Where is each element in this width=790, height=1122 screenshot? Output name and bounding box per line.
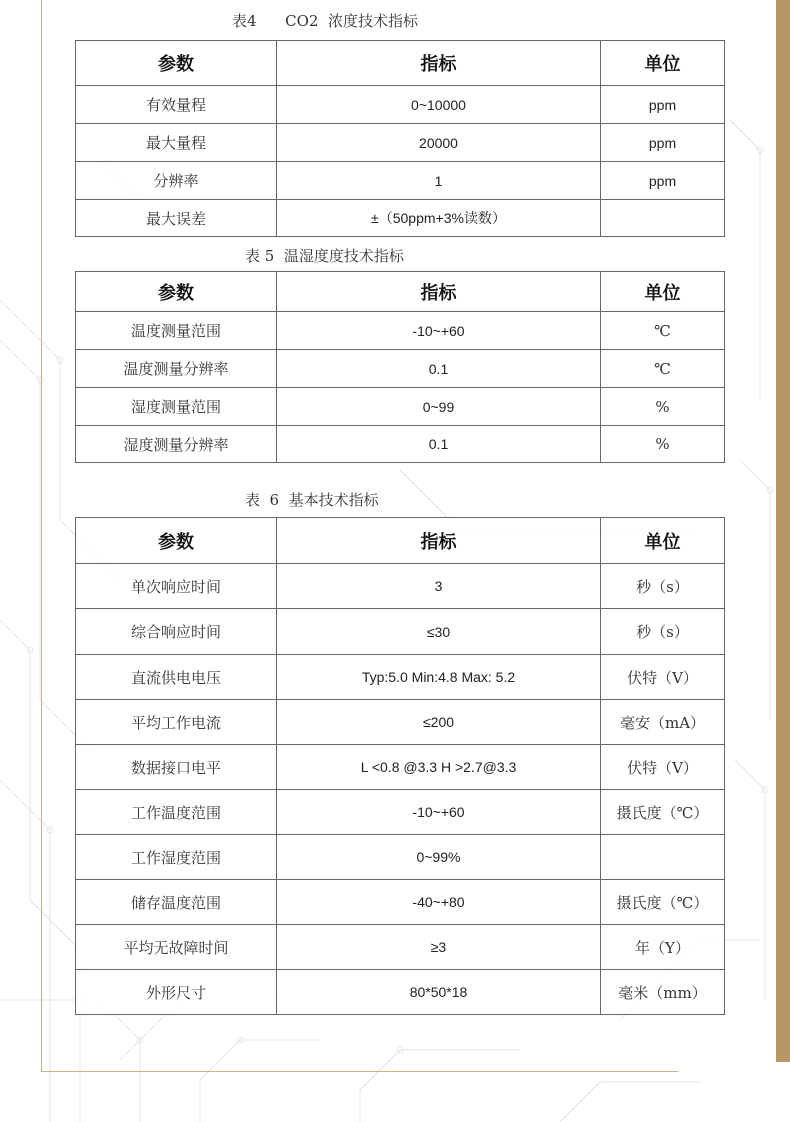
param-cell: 湿度测量分辨率: [76, 426, 277, 463]
param-cell: 平均无故障时间: [76, 925, 277, 970]
param-cell: 温度测量分辨率: [76, 350, 277, 388]
value-cell: ≤200: [277, 700, 601, 745]
table-row: [76, 312, 725, 350]
value-cell: 1: [277, 162, 601, 200]
value-cell: -10~+60: [277, 790, 601, 835]
value-cell: Typ:5.0 Min:4.8 Max: 5.2: [277, 655, 601, 700]
unit-cell: 伏特（V）: [601, 655, 725, 700]
unit-cell: ℃: [601, 350, 725, 388]
unit-cell: [601, 835, 725, 880]
temp-humidity-spec-table: [75, 271, 725, 463]
table-row: [76, 124, 725, 162]
table-row: [76, 609, 725, 655]
unit-cell: %: [601, 426, 725, 463]
param-cell: 分辨率: [76, 162, 277, 200]
value-cell: ±（50ppm+3%读数）: [277, 200, 601, 237]
param-cell: 工作温度范围: [76, 790, 277, 835]
value-cell: 0~99%: [277, 835, 601, 880]
param-cell: 最大量程: [76, 124, 277, 162]
header-spec: 指标: [277, 272, 601, 312]
param-cell: 单次响应时间: [76, 564, 277, 609]
value-cell: ≥3: [277, 925, 601, 970]
unit-cell: 摄氏度（℃）: [601, 880, 725, 925]
basic-spec-table: [75, 517, 725, 1015]
param-cell: 最大误差: [76, 200, 277, 237]
unit-cell: 年（Y）: [601, 925, 725, 970]
table-header-row: [76, 41, 725, 86]
header-unit: 单位: [601, 41, 725, 86]
unit-cell: [601, 200, 725, 237]
unit-cell: ppm: [601, 162, 725, 200]
value-cell: 0.1: [277, 350, 601, 388]
page-right-edge-bar: [776, 0, 790, 1062]
value-cell: 0.1: [277, 426, 601, 463]
unit-cell: 伏特（V）: [601, 745, 725, 790]
table-row: [76, 835, 725, 880]
unit-cell: 毫米（mm）: [601, 970, 725, 1015]
param-cell: 温度测量范围: [76, 312, 277, 350]
page-frame-left-border: [41, 0, 42, 1072]
value-cell: -40~+80: [277, 880, 601, 925]
param-cell: 有效量程: [76, 86, 277, 124]
unit-cell: ppm: [601, 124, 725, 162]
table-row: [76, 564, 725, 609]
value-cell: 0~10000: [277, 86, 601, 124]
table-header-row: [76, 272, 725, 312]
table-row: [76, 880, 725, 925]
table-row: [76, 970, 725, 1015]
table4-caption: 表4 CO2 浓度技术指标: [232, 12, 419, 30]
table-row: [76, 350, 725, 388]
param-cell: 数据接口电平: [76, 745, 277, 790]
table-row: [76, 700, 725, 745]
param-cell: 储存温度范围: [76, 880, 277, 925]
table6-caption: 表 6 基本技术指标: [245, 491, 379, 509]
table-row: [76, 790, 725, 835]
unit-cell: ppm: [601, 86, 725, 124]
table-row: [76, 200, 725, 237]
value-cell: L <0.8 @3.3 H >2.7@3.3: [277, 745, 601, 790]
co2-spec-table: [75, 40, 725, 237]
param-cell: 工作湿度范围: [76, 835, 277, 880]
value-cell: 0~99: [277, 388, 601, 426]
table-row: [76, 745, 725, 790]
page-frame-bottom-border: [41, 1071, 678, 1072]
unit-cell: 秒（s）: [601, 609, 725, 655]
table-row: [76, 162, 725, 200]
value-cell: 80*50*18: [277, 970, 601, 1015]
header-param: 参数: [76, 41, 277, 86]
value-cell: 20000: [277, 124, 601, 162]
header-param: 参数: [76, 272, 277, 312]
header-spec: 指标: [277, 41, 601, 86]
param-cell: 外形尺寸: [76, 970, 277, 1015]
header-spec: 指标: [277, 518, 601, 564]
value-cell: -10~+60: [277, 312, 601, 350]
param-cell: 直流供电电压: [76, 655, 277, 700]
unit-cell: 秒（s）: [601, 564, 725, 609]
value-cell: ≤30: [277, 609, 601, 655]
header-param: 参数: [76, 518, 277, 564]
table-row: [76, 655, 725, 700]
param-cell: 综合响应时间: [76, 609, 277, 655]
value-cell: 3: [277, 564, 601, 609]
unit-cell: %: [601, 388, 725, 426]
header-unit: 单位: [601, 518, 725, 564]
unit-cell: 毫安（mA）: [601, 700, 725, 745]
param-cell: 平均工作电流: [76, 700, 277, 745]
table5-caption: 表 5 温湿度度技术指标: [245, 247, 404, 265]
table-row: [76, 925, 725, 970]
table-header-row: [76, 518, 725, 564]
header-unit: 单位: [601, 272, 725, 312]
param-cell: 湿度测量范围: [76, 388, 277, 426]
unit-cell: ℃: [601, 312, 725, 350]
table-row: [76, 388, 725, 426]
table-row: [76, 86, 725, 124]
table-row: [76, 426, 725, 463]
unit-cell: 摄氏度（℃）: [601, 790, 725, 835]
